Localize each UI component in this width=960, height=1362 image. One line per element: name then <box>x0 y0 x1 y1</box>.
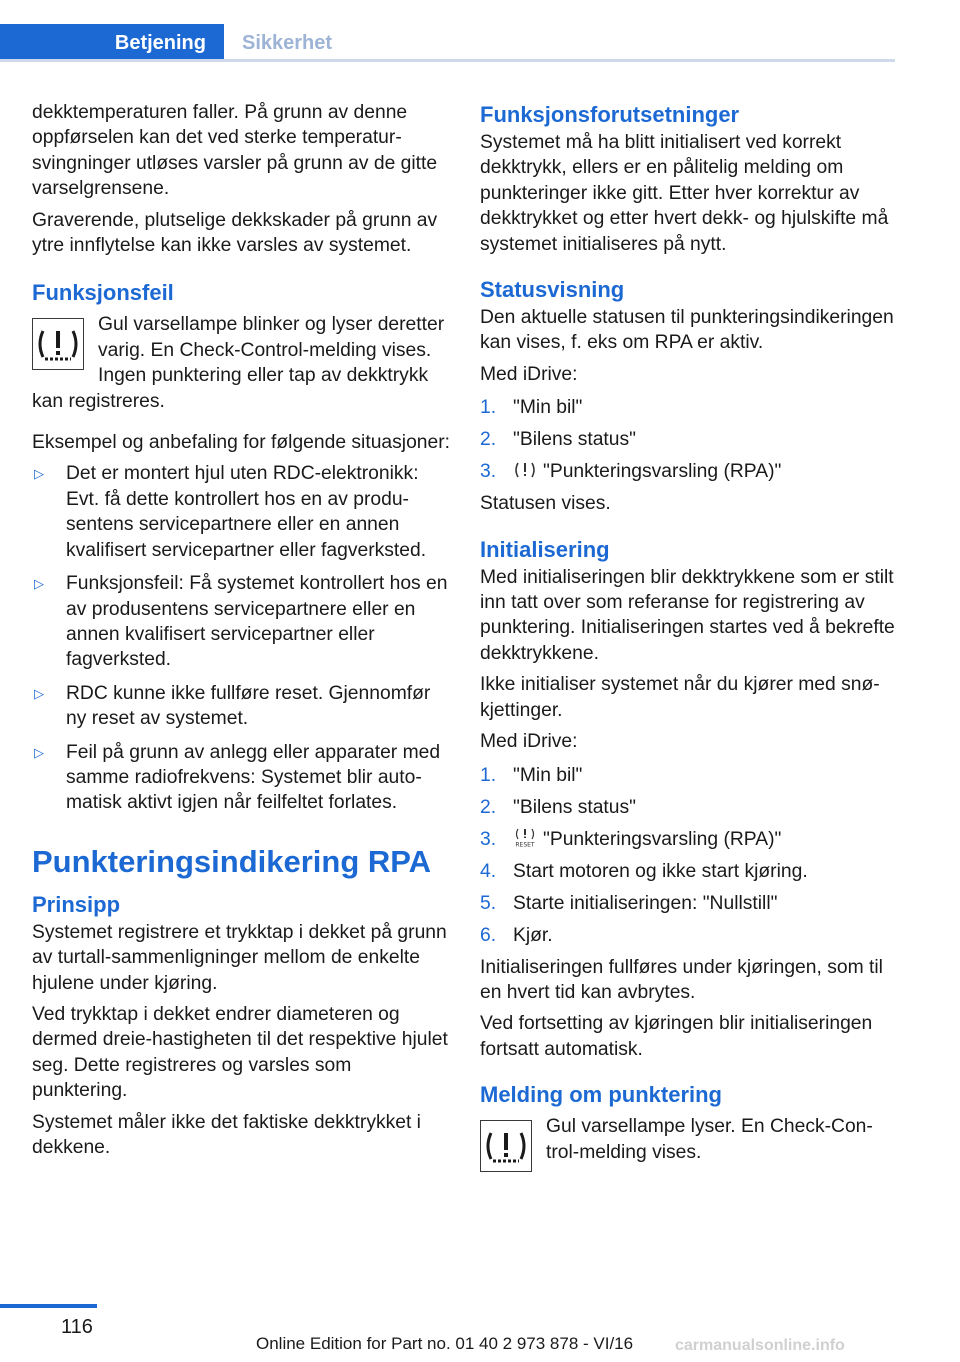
tab-underline <box>0 59 895 62</box>
step-text: Kjør. <box>513 924 553 946</box>
paragraph: Ved fortsetting av kjøringen blir initialiseringen fortsatt automatisk. <box>480 1013 873 1060</box>
step-text: "Min bil" <box>513 397 583 419</box>
triangle-bullet-icon: ▷ <box>34 685 44 701</box>
step-item <box>480 923 898 948</box>
step-item <box>480 827 898 852</box>
paragraph: Systemet registrere et trykktap i dekket på grunn av turtall-sammenligninger mellom de enkelte hjulene under kjøring. <box>32 921 447 994</box>
heading-funksjonsfeil: Funksjonsfeil <box>32 280 174 306</box>
step-item <box>480 859 898 884</box>
list-item-text: Funksjonsfeil: Få systemet kontrollert hos en av produsentens servicepartnere eller en annen kvalifisert servicepartner eller fagverksted. <box>66 573 448 671</box>
paragraph: Ved trykktap i dekket endrer diameteren og dermed dreie-hastigheten til det respektive hjulet seg. Dette registreres og varsles som punktering. <box>32 1003 448 1102</box>
left-column <box>32 100 450 1166</box>
edition-note: Online Edition for Part no. 01 40 2 973 878 - VI/16 <box>256 1334 634 1353</box>
step-text: Start motoren og ikke start kjøring. <box>513 860 808 882</box>
heading-funksjonsforutsetninger: Funksjonsforutsetninger <box>480 102 740 127</box>
paragraph: Statusen vises. <box>480 493 611 515</box>
paragraph: dekktemperaturen faller. På grunn av denne oppførselen kan det ved sterke temperatursvingninger utløses varsler på grunn av de gitte varselgrensene. <box>32 102 438 200</box>
paragraph: Systemet må ha blitt initialisert ved korrekt dekktrykk, ellers er en pålitelig melding om punkteringer ikke gitt. Etter hver korrektur av dekktrykket og etter hvert dekk- og hjulskifte må systemet initialiseres på nytt. <box>480 132 889 255</box>
step-number: 1. <box>480 397 497 419</box>
tire-pressure-warning-icon <box>32 318 84 370</box>
list-item <box>32 681 450 732</box>
triangle-bullet-icon: ▷ <box>34 744 44 760</box>
paragraph: Med initialiseringen blir dekktrykkene som er stilt inn tatt over som referanse for registrering av punktering. Initialiseringen startes ved å bekrefte dekktrykkene. <box>480 566 895 664</box>
warning-block <box>32 312 450 414</box>
chapter-title: Punkteringsindikering RPA <box>32 843 432 879</box>
paragraph: Systemet måler ikke det faktiske dekktrykket i dekkene. <box>32 1111 421 1158</box>
heading-melding-om-punktering: Melding om punktering <box>480 1082 722 1108</box>
paragraph: Graverende, plutselige dekkskader på grunn av ytre innflytelse kan ikke varsles av systemet. <box>32 209 438 257</box>
svg-text:RESET: RESET <box>515 841 535 848</box>
step-item <box>480 427 898 452</box>
list-item-text: Det er montert hjul uten RDC-elektronikk: Evt. få dette kontrollert hos en av produsentens servicepartnere eller en annen kvalifisert servicepartner eller fagverksted. <box>66 463 427 561</box>
warning-block <box>480 1114 898 1170</box>
step-item <box>480 459 898 484</box>
step-number: 6. <box>480 924 497 946</box>
step-text: Starte initialiseringen: "Nullstill" <box>513 892 778 914</box>
heading-statusvisning: Statusvisning <box>480 277 625 303</box>
tab-sikkerhet[interactable]: Sikkerhet <box>242 32 333 54</box>
triangle-bullet-icon: ▷ <box>34 466 44 482</box>
paragraph: Ikke initialiser systemet når du kjører med snøkjettinger. <box>480 674 880 721</box>
step-text: "Punkteringsvarsling (RPA)" <box>543 828 782 850</box>
heading-prinsipp: Prinsipp <box>32 891 121 917</box>
tire-pressure-warning-icon <box>480 1120 532 1172</box>
step-number: 2. <box>480 796 497 818</box>
paragraph: Med iDrive: <box>480 731 578 753</box>
step-text: "Bilens status" <box>513 429 637 451</box>
tab-betjening[interactable]: Betjening <box>0 24 224 62</box>
paragraph: Den aktuelle statusen til punkteringsindikeringen kan vises, f. eks om RPA er aktiv. <box>480 307 894 354</box>
page-number: 116 <box>61 1316 93 1338</box>
warning-text: Gul varsellampe lyser. En Check-Control-melding vises. <box>546 1116 873 1163</box>
paragraph: Initialiseringen fullføres under kjøringen, som til en hvert tid kan avbrytes. <box>480 956 883 1003</box>
step-number: 4. <box>480 860 497 882</box>
triangle-bullet-icon: ▷ <box>34 576 44 592</box>
chapter-tabs <box>0 24 895 62</box>
footer-rule <box>0 1304 97 1308</box>
right-column <box>480 100 898 1174</box>
step-number: 3. <box>480 461 497 483</box>
paragraph: Eksempel og anbefaling for følgende situasjoner: <box>32 432 451 454</box>
list-item-text: Feil på grunn av anlegg eller apparater med samme radiofrekvens: Systemet blir automatisk aktivt igjen når feilfeltet forlates. <box>66 741 441 814</box>
reset-icon <box>513 828 537 848</box>
step-text: "Punkteringsvarsling (RPA)" <box>543 461 782 483</box>
tire-pressure-warning-icon <box>513 460 537 480</box>
steps-init <box>480 763 898 948</box>
step-text: "Bilens status" <box>513 796 637 818</box>
step-item <box>480 395 898 420</box>
steps-status <box>480 395 898 484</box>
warning-text: Gul varsellampe blinker og lyser deretter varig. En Check-Control-melding vises. Ingen punktering eller tap av dekktrykk kan registreres. <box>32 314 445 412</box>
watermark: carmanualsonline.info <box>675 1337 845 1354</box>
step-item <box>480 795 898 820</box>
paragraph: Med iDrive: <box>480 363 578 385</box>
step-number: 1. <box>480 764 497 786</box>
list-item-text: RDC kunne ikke fullføre reset. Gjennomfør ny reset av systemet. <box>66 682 431 730</box>
step-number: 3. <box>480 828 497 850</box>
list-item <box>32 461 450 563</box>
list-item <box>32 740 450 816</box>
step-number: 2. <box>480 429 497 451</box>
bullet-list <box>32 461 450 815</box>
step-number: 5. <box>480 892 497 914</box>
step-item <box>480 763 898 788</box>
heading-initialisering: Initialisering <box>480 536 610 562</box>
step-text: "Min bil" <box>513 764 583 786</box>
step-item <box>480 891 898 916</box>
list-item <box>32 571 450 673</box>
